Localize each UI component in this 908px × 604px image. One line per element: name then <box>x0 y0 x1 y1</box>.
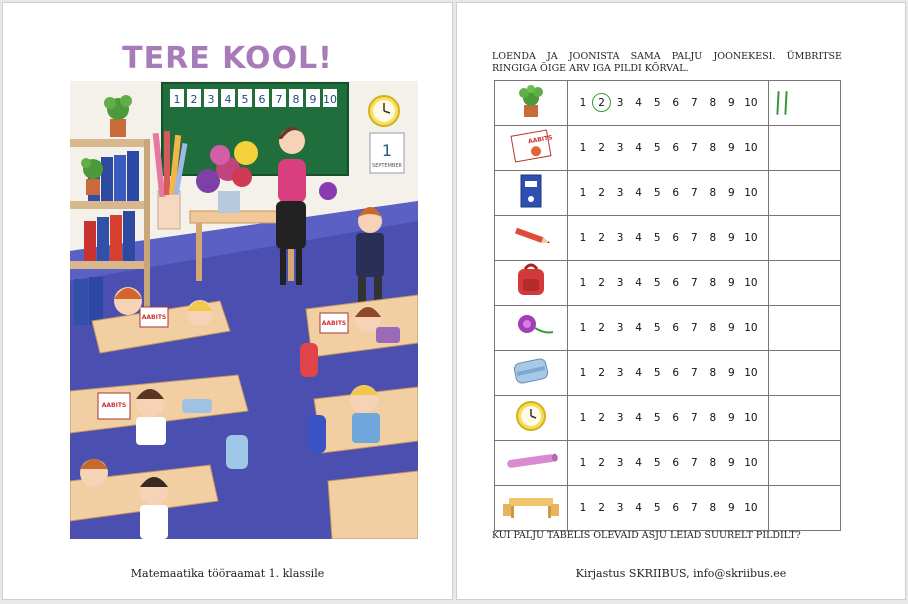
clock-icon <box>501 396 561 436</box>
number-choices-cell <box>568 261 769 306</box>
board-number: 2 <box>190 93 198 106</box>
number-choice[interactable]: 5 <box>653 187 661 199</box>
number-choice[interactable]: 1 <box>579 97 587 109</box>
number-choice[interactable]: 4 <box>635 187 642 199</box>
board-number: 6 <box>258 93 266 106</box>
number-choice[interactable]: 2 <box>598 232 605 244</box>
calendar-day: 1 <box>381 141 393 160</box>
instruction-line-2: RINGIGA ÕIGE ARV IGA PILDI KÕRVAL. <box>492 63 689 74</box>
number-choices-cell <box>568 396 769 441</box>
number-choice[interactable]: 4 <box>635 322 642 334</box>
instruction-text <box>492 51 842 75</box>
number-choice[interactable]: 7 <box>690 457 698 469</box>
number-choice[interactable]: 8 <box>709 142 717 154</box>
number-choice[interactable]: 9 <box>728 232 735 244</box>
number-choice[interactable]: 7 <box>690 187 698 199</box>
table-row <box>495 216 841 261</box>
number-choice[interactable]: 10 <box>744 457 758 469</box>
tally-cell[interactable] <box>769 261 841 306</box>
pencil-case-icon <box>501 351 561 391</box>
number-choice[interactable]: 3 <box>616 502 624 514</box>
right-page <box>456 2 906 600</box>
table-row <box>495 396 841 441</box>
number-choice[interactable]: 2 <box>598 457 605 469</box>
number-choice[interactable]: 4 <box>635 412 642 424</box>
number-choice[interactable]: 3 <box>616 457 624 469</box>
number-choice[interactable]: 3 <box>616 142 624 154</box>
flower-icon <box>501 306 561 346</box>
tally-cell[interactable] <box>769 486 841 531</box>
number-choice[interactable]: 3 <box>616 187 624 199</box>
book-label: AABITS <box>101 402 127 409</box>
number-choice[interactable]: 5 <box>653 142 661 154</box>
number-choice[interactable]: 9 <box>728 502 735 514</box>
number-choice[interactable]: 2 <box>598 142 605 154</box>
rolled-paper-icon <box>501 441 561 481</box>
number-choice[interactable]: 1 <box>579 412 587 424</box>
page-title: TERE KOOL! <box>122 41 333 76</box>
number-choice[interactable]: 4 <box>635 367 642 379</box>
number-choice[interactable]: 7 <box>690 97 698 109</box>
number-choice[interactable]: 3 <box>616 277 624 289</box>
number-choice[interactable]: 10 <box>744 142 758 154</box>
number-choice[interactable]: 5 <box>653 277 661 289</box>
item-picture-cell <box>495 171 568 216</box>
tally-cell[interactable] <box>769 441 841 486</box>
item-picture-cell <box>495 396 568 441</box>
number-choice[interactable]: 2 <box>598 367 605 379</box>
number-choice[interactable]: 5 <box>653 457 661 469</box>
item-picture-cell <box>495 351 568 396</box>
number-choice[interactable]: 8 <box>709 502 717 514</box>
number-choice[interactable]: 6 <box>672 412 680 424</box>
item-picture-cell <box>495 216 568 261</box>
board-number: 1 <box>173 93 181 106</box>
item-picture-cell <box>495 81 568 126</box>
number-choice[interactable]: 9 <box>728 277 735 289</box>
number-choice[interactable]: 10 <box>744 232 758 244</box>
calendar-month: SEPTEMBER <box>372 163 402 169</box>
number-choice[interactable]: 9 <box>728 322 735 334</box>
number-choice[interactable]: 8 <box>709 232 717 244</box>
number-choice[interactable]: 1 <box>579 502 587 514</box>
tally-cell[interactable] <box>769 81 841 126</box>
number-choice[interactable]: 8 <box>709 277 717 289</box>
number-choice[interactable]: 6 <box>672 367 680 379</box>
instruction-line-1: LOENDA JA JOONISTA SAMA PALJU JOONEKESI. ÜMBRITSE <box>492 51 842 62</box>
number-choices-cell <box>568 216 769 261</box>
tally-cell[interactable] <box>769 216 841 261</box>
item-picture-cell <box>495 441 568 486</box>
number-choice[interactable]: 1 <box>579 457 587 469</box>
number-choice[interactable]: 8 <box>709 457 717 469</box>
number-choice[interactable]: 10 <box>744 187 758 199</box>
number-choice[interactable]: 4 <box>635 502 642 514</box>
tally-cell[interactable] <box>769 306 841 351</box>
board-number: 3 <box>207 93 215 106</box>
number-choice[interactable]: 2 <box>598 412 605 424</box>
number-choice[interactable]: 3 <box>616 412 624 424</box>
tally-cell[interactable] <box>769 351 841 396</box>
number-choice[interactable]: 1 <box>579 187 587 199</box>
number-choice[interactable]: 1 <box>579 142 587 154</box>
number-choice[interactable]: 1 <box>579 367 587 379</box>
number-choice[interactable]: 10 <box>744 367 758 379</box>
tally-cell[interactable] <box>769 171 841 216</box>
number-choice[interactable]: 4 <box>635 232 642 244</box>
number-choice[interactable]: 3 <box>616 322 624 334</box>
number-choice[interactable]: 9 <box>728 367 735 379</box>
table-row <box>495 126 841 171</box>
blue-folder-icon <box>501 171 561 211</box>
table-row <box>495 441 841 486</box>
item-picture-cell <box>495 126 568 171</box>
number-choices-cell <box>568 486 769 531</box>
page-footer: Matemaatika tööraamat 1. klassile <box>130 567 325 580</box>
board-number: 4 <box>224 93 232 106</box>
left-page <box>2 2 453 600</box>
item-picture-cell <box>495 306 568 351</box>
number-choice[interactable]: 5 <box>653 97 661 109</box>
number-choice[interactable]: 4 <box>635 142 642 154</box>
number-choice[interactable]: 10 <box>744 97 758 109</box>
number-choice[interactable]: 6 <box>672 277 680 289</box>
number-choice[interactable]: 9 <box>728 412 735 424</box>
number-choice[interactable]: 8 <box>709 322 717 334</box>
circled-number[interactable]: 2 <box>595 97 609 109</box>
number-choice[interactable]: 1 <box>579 322 587 334</box>
number-choice[interactable]: 5 <box>653 232 661 244</box>
table-row <box>495 261 841 306</box>
number-choice[interactable]: 8 <box>709 412 717 424</box>
board-number: 9 <box>309 93 317 106</box>
number-choice[interactable]: 1 <box>579 277 587 289</box>
book-label: AABITS <box>321 320 347 327</box>
pencil-icon <box>501 216 561 256</box>
aabits-book-icon <box>501 126 561 166</box>
number-choice[interactable]: 4 <box>635 277 642 289</box>
number-choice[interactable]: 8 <box>709 367 717 379</box>
number-choice[interactable]: 8 <box>709 187 717 199</box>
number-choices-cell <box>568 441 769 486</box>
number-choice[interactable]: 10 <box>744 412 758 424</box>
tally-marks <box>769 91 840 115</box>
number-choice[interactable]: 7 <box>690 322 698 334</box>
number-choice[interactable]: 6 <box>672 502 680 514</box>
table-row <box>495 486 841 531</box>
number-choice[interactable]: 9 <box>728 187 735 199</box>
number-choice[interactable]: 6 <box>672 97 680 109</box>
number-choice[interactable]: 4 <box>635 457 642 469</box>
number-choices-cell <box>568 306 769 351</box>
number-choice[interactable]: 2 <box>598 322 605 334</box>
wall-clock-icon <box>369 96 399 126</box>
number-choice[interactable]: 6 <box>672 457 680 469</box>
number-choice[interactable]: 10 <box>744 502 758 514</box>
number-choice[interactable]: 3 <box>616 97 624 109</box>
number-choice[interactable]: 5 <box>653 322 661 334</box>
number-choice[interactable]: 7 <box>690 412 698 424</box>
board-number: 5 <box>241 93 249 106</box>
item-picture-cell <box>495 486 568 531</box>
number-choice[interactable]: 6 <box>672 232 680 244</box>
number-choice[interactable]: 7 <box>690 502 698 514</box>
number-choice[interactable]: 7 <box>690 367 698 379</box>
number-choice[interactable]: 8 <box>709 97 717 109</box>
table-row <box>495 171 841 216</box>
number-choice[interactable]: 5 <box>653 412 661 424</box>
number-choice[interactable]: 7 <box>690 142 698 154</box>
number-choice[interactable]: 2 <box>598 502 605 514</box>
number-choice[interactable]: 4 <box>635 97 642 109</box>
number-choices-cell <box>568 126 769 171</box>
number-choice[interactable]: 5 <box>653 367 661 379</box>
number-choice[interactable]: 5 <box>653 502 661 514</box>
number-choice[interactable]: 7 <box>690 232 698 244</box>
number-choice[interactable]: 1 <box>579 232 587 244</box>
number-choice[interactable]: 9 <box>728 142 735 154</box>
counting-table <box>494 80 841 531</box>
number-choice[interactable]: 2 <box>598 277 605 289</box>
desk-chairs-icon <box>501 486 561 526</box>
classroom-illustration <box>70 81 418 539</box>
board-number: 7 <box>275 93 283 106</box>
number-choice[interactable]: 6 <box>672 322 680 334</box>
number-choice[interactable]: 3 <box>616 367 624 379</box>
number-choices-cell <box>568 351 769 396</box>
calendar-icon <box>370 133 404 173</box>
table-row <box>495 306 841 351</box>
item-picture-cell <box>495 261 568 306</box>
number-choice[interactable]: 7 <box>690 277 698 289</box>
question-text: KUI PALJU TABELIS OLEVAID ASJU LEIAD SUURELT PILDILT? <box>492 530 801 541</box>
tally-cell[interactable] <box>769 396 841 441</box>
number-choice[interactable]: 6 <box>672 142 680 154</box>
book-label: AABITS <box>141 314 167 321</box>
tally-mark <box>784 91 787 115</box>
number-choice[interactable]: 3 <box>616 232 624 244</box>
potted-plant-icon <box>501 81 561 121</box>
page-footer-publisher: Kirjastus SKRIIBUS, info@skriibus.ee <box>575 567 787 580</box>
number-choice[interactable]: 9 <box>728 97 735 109</box>
board-number: 10 <box>323 93 337 106</box>
number-choices-cell <box>568 81 769 126</box>
number-choice[interactable]: 2 <box>598 187 605 199</box>
number-choice[interactable]: 10 <box>744 277 758 289</box>
tally-cell[interactable] <box>769 126 841 171</box>
number-choice[interactable]: 9 <box>728 457 735 469</box>
number-choice[interactable]: 6 <box>672 187 680 199</box>
table-row <box>495 81 841 126</box>
number-choices-cell <box>568 171 769 216</box>
backpack-icon <box>501 261 561 301</box>
board-number: 8 <box>292 93 300 106</box>
tally-mark <box>776 91 779 115</box>
number-choice[interactable]: 10 <box>744 322 758 334</box>
table-row <box>495 351 841 396</box>
